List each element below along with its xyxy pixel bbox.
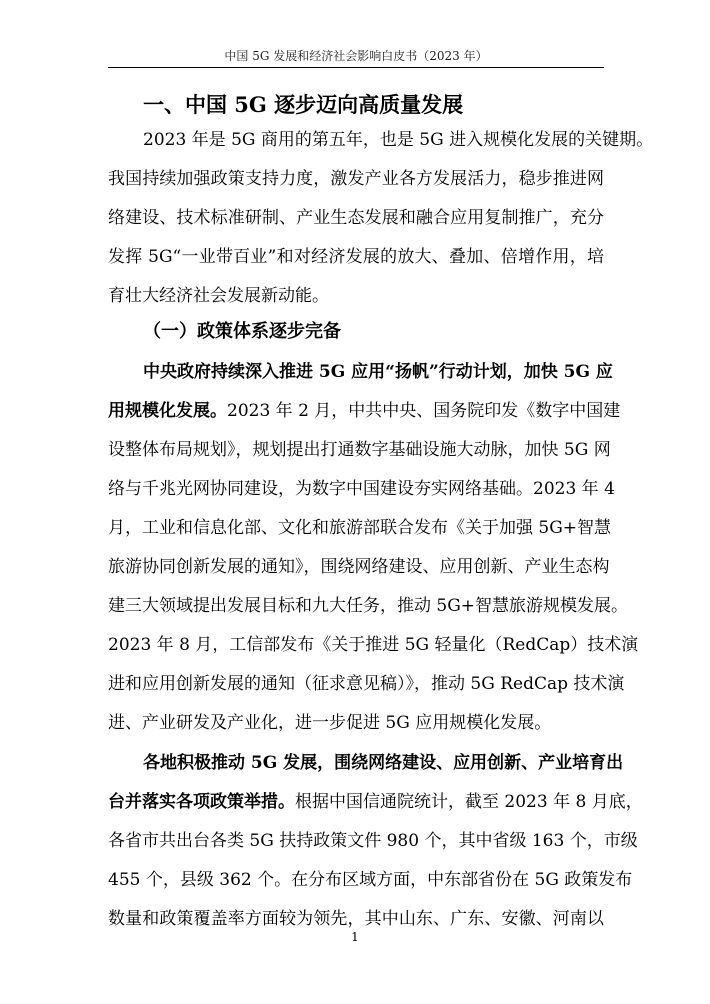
paragraph-line: 数量和政策覆盖率方面较为领先，其中山东、广东、安徽、河南以 bbox=[108, 909, 604, 929]
paragraph-line: 旅游协同创新发展的通知》，围绕网络建设、应用创新、产业生态构 bbox=[108, 557, 610, 577]
section-heading: 一、中国 5G 逐步迈向高质量发展 bbox=[143, 92, 464, 117]
bold-lead: 台并落实各项政策举措。 bbox=[108, 792, 295, 812]
page-number: 1 bbox=[351, 930, 359, 944]
paragraph-line: 育壮大经济社会发展新动能。 bbox=[108, 286, 329, 306]
paragraph-line: 2023 年是 5G 商用的第五年，也是 5G 进入规模化发展的关键期。 bbox=[143, 130, 654, 150]
paragraph-line: 各省市共出台各类 5G 扶持政策文件 980 个，其中省级 163 个，市级 bbox=[108, 831, 638, 851]
bold-lead: 用规模化发展。 bbox=[108, 401, 227, 421]
paragraph-line bbox=[108, 396, 621, 426]
bold-lead: 中央政府持续深入推进 5G 应用“扬帆”行动计划，加快 5G 应 bbox=[143, 362, 613, 382]
paragraph-text: 2023 年 2 月，中共中央、国务院印发《数字中国建 bbox=[227, 401, 621, 421]
subsection-heading: （一）政策体系逐步完备 bbox=[143, 321, 341, 342]
paragraph-line: 络与千兆光网协同建设，为数字中国建设夯实网络基础。2023 年 4 bbox=[108, 479, 615, 499]
paragraph-line-bold bbox=[143, 748, 624, 778]
paragraph-line: 月，工业和信息化部、文化和旅游部联合发布《关于加强 5G+智慧 bbox=[108, 518, 612, 538]
paragraph-line: 络建设、技术标准研制、产业生态发展和融合应用复制推广，充分 bbox=[108, 208, 604, 228]
paragraph-text: 根据中国信通院统计，截至 2023 年 8 月底， bbox=[295, 792, 643, 812]
paragraph-line: 2023 年 8 月，工信部发布《关于推进 5G 轻量化（RedCap）技术演 bbox=[108, 635, 639, 655]
paragraph-line: 我国持续加强政策支持力度，激发产业各方发展活力，稳步推进网 bbox=[108, 169, 604, 189]
running-header: 中国 5G 发展和经济社会影响白皮书（2023 年） bbox=[224, 49, 488, 63]
paragraph-line: 进和应用创新发展的通知（征求意见稿）》，推动 5G RedCap 技术演 bbox=[108, 674, 625, 694]
paragraph-line bbox=[108, 787, 643, 817]
header-rule bbox=[108, 67, 604, 68]
paragraph-line: 455 个，县级 362 个。在分布区域方面，中东部省份在 5G 政策发布 bbox=[108, 870, 633, 890]
paragraph-line: 设整体布局规划》，规划提出打通数字基础设施大动脉，加快 5G 网 bbox=[108, 440, 611, 460]
paragraph-line: 建三大领域提出发展目标和九大任务，推动 5G+智慧旅游规模发展。 bbox=[108, 596, 629, 616]
paragraph-line: 进、产业研发及产业化，进一步促进 5G 应用规模化发展。 bbox=[108, 713, 552, 733]
bold-lead: 各地积极推动 5G 发展，围绕网络建设、应用创新、产业培育出 bbox=[143, 753, 624, 773]
paragraph-line: 发挥 5G“一业带百业”和对经济发展的放大、叠加、倍增作用，培 bbox=[108, 247, 604, 267]
paragraph-line-bold bbox=[143, 357, 613, 387]
